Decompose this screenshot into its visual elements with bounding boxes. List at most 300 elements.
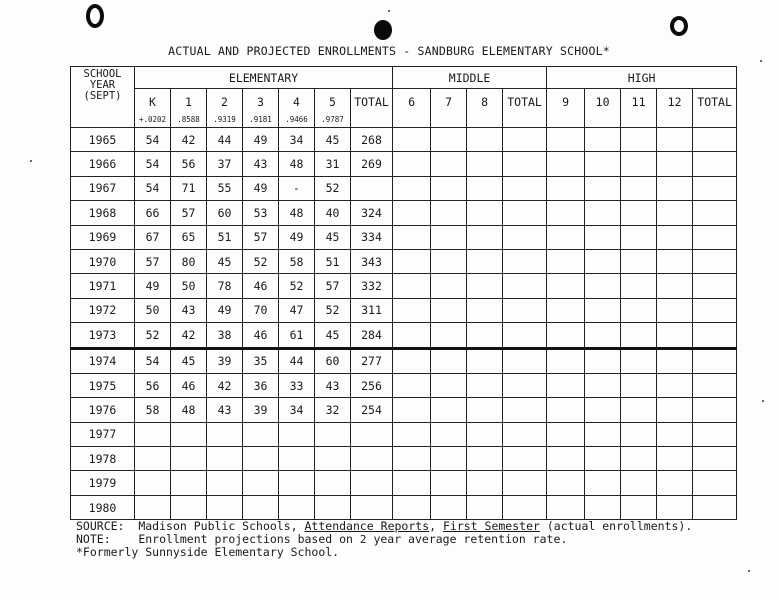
empty-cell (547, 201, 585, 225)
grade-label: 6 (408, 95, 415, 109)
empty-cell (467, 447, 503, 471)
empty-cell (585, 348, 621, 373)
empty-cell (393, 495, 431, 519)
school-year-header (71, 67, 135, 128)
empty-cell (621, 225, 657, 249)
enrollment-cell: 70 (243, 298, 279, 322)
enrollment-cell: - (279, 176, 315, 200)
enrollment-cell: 269 (351, 152, 393, 176)
year-cell: 1975 (71, 373, 135, 397)
empty-cell (585, 201, 621, 225)
empty-cell (693, 176, 737, 200)
high-grade-header (585, 89, 621, 128)
enrollment-cell: 49 (135, 274, 171, 298)
empty-cell (657, 274, 693, 298)
empty-cell (393, 298, 431, 322)
grade-label: 3 (257, 95, 264, 109)
empty-cell (431, 373, 467, 397)
empty-cell (693, 298, 737, 322)
empty-cell (657, 323, 693, 348)
elementary-grade-header (207, 89, 243, 128)
empty-cell (431, 447, 467, 471)
notes-block (76, 520, 692, 559)
enrollment-cell (279, 495, 315, 519)
empty-cell (431, 225, 467, 249)
speck (30, 160, 32, 162)
year-cell: 1974 (71, 348, 135, 373)
enrollment-cell: 66 (135, 201, 171, 225)
elementary-group-header: ELEMENTARY (135, 67, 393, 89)
empty-cell (431, 495, 467, 519)
grade-label: TOTAL (697, 95, 732, 109)
empty-cell (467, 348, 503, 373)
enrollment-cell: 54 (135, 176, 171, 200)
enrollment-cell: 332 (351, 274, 393, 298)
enrollment-cell: 56 (135, 373, 171, 397)
year-cell: 1976 (71, 398, 135, 422)
empty-cell (621, 471, 657, 495)
retention-rate: .8588 (177, 115, 200, 124)
empty-cell (503, 249, 547, 273)
enrollment-cell (315, 447, 351, 471)
enrollment-cell: 58 (279, 249, 315, 273)
table-row (71, 176, 737, 200)
speck (748, 570, 750, 572)
empty-cell (393, 348, 431, 373)
enrollment-cell: 35 (243, 348, 279, 373)
enrollment-table (70, 66, 737, 520)
enrollment-cell (207, 422, 243, 446)
enrollment-cell: 45 (207, 249, 243, 273)
enrollment-cell (351, 471, 393, 495)
empty-cell (621, 274, 657, 298)
empty-cell (693, 274, 737, 298)
elementary-grade-header (135, 89, 171, 128)
enrollment-cell: 51 (315, 249, 351, 273)
elementary-grade-header (315, 89, 351, 128)
enrollment-cell (135, 447, 171, 471)
empty-cell (503, 152, 547, 176)
enrollment-cell: 44 (207, 128, 243, 152)
header-row-groups (71, 67, 737, 89)
enrollment-cell: 55 (207, 176, 243, 200)
empty-cell (393, 373, 431, 397)
empty-cell (621, 176, 657, 200)
table-row (71, 495, 737, 519)
empty-cell (467, 274, 503, 298)
grade-label: TOTAL (507, 95, 542, 109)
source-first-semester: First Semester (442, 519, 540, 533)
high-grade-header (657, 89, 693, 128)
enrollment-cell (279, 471, 315, 495)
empty-cell (503, 225, 547, 249)
empty-cell (431, 201, 467, 225)
table-row (71, 398, 737, 422)
empty-cell (547, 298, 585, 322)
empty-cell (621, 422, 657, 446)
middle-grade-header (467, 89, 503, 128)
empty-cell (693, 447, 737, 471)
year-label-line-3: (SEPT) (83, 90, 122, 102)
empty-cell (393, 225, 431, 249)
enrollment-cell (279, 422, 315, 446)
empty-cell (393, 323, 431, 348)
empty-cell (467, 152, 503, 176)
enrollment-cell: 36 (243, 373, 279, 397)
empty-cell (621, 495, 657, 519)
empty-cell (621, 348, 657, 373)
enrollment-cell: 58 (135, 398, 171, 422)
empty-cell (393, 471, 431, 495)
enrollment-cell: 67 (135, 225, 171, 249)
empty-cell (467, 398, 503, 422)
enrollment-cell: 46 (243, 274, 279, 298)
empty-cell (467, 471, 503, 495)
empty-cell (431, 471, 467, 495)
enrollment-cell: 60 (207, 201, 243, 225)
enrollment-cell: 56 (171, 152, 207, 176)
empty-cell (467, 373, 503, 397)
enrollment-cell (315, 422, 351, 446)
empty-cell (547, 447, 585, 471)
enrollment-cell: 80 (171, 249, 207, 273)
empty-cell (693, 249, 737, 273)
empty-cell (547, 274, 585, 298)
enrollment-cell: 38 (207, 323, 243, 348)
empty-cell (585, 471, 621, 495)
empty-cell (657, 348, 693, 373)
empty-cell (585, 323, 621, 348)
empty-cell (547, 471, 585, 495)
enrollment-cell: 254 (351, 398, 393, 422)
enrollment-cell (243, 471, 279, 495)
enrollment-cell: 42 (171, 128, 207, 152)
enrollment-cell (279, 447, 315, 471)
empty-cell (393, 249, 431, 273)
enrollment-cell: 48 (171, 398, 207, 422)
table-row (71, 201, 737, 225)
table-row (71, 249, 737, 273)
empty-cell (547, 176, 585, 200)
empty-cell (657, 298, 693, 322)
retention-rate: +.0202 (138, 115, 167, 124)
enrollment-cell: 52 (279, 274, 315, 298)
enrollment-cell: 49 (279, 225, 315, 249)
table-row (71, 225, 737, 249)
middle-grade-header (393, 89, 431, 128)
empty-cell (393, 176, 431, 200)
year-label-line-1: SCHOOL (83, 68, 122, 80)
enrollment-cell: 57 (135, 249, 171, 273)
empty-cell (503, 373, 547, 397)
empty-cell (431, 422, 467, 446)
source-text-2: , (429, 519, 443, 533)
empty-cell (547, 422, 585, 446)
empty-cell (503, 274, 547, 298)
enrollment-table-wrapper (70, 66, 737, 520)
note-text-2: year average retention rate. (366, 532, 568, 546)
enrollment-cell: 78 (207, 274, 243, 298)
enrollment-cell (207, 495, 243, 519)
middle-group-header: MIDDLE (393, 67, 547, 89)
empty-cell (585, 422, 621, 446)
enrollment-cell: 57 (243, 225, 279, 249)
grade-label: 1 (185, 95, 192, 109)
year-cell: 1965 (71, 128, 135, 152)
empty-cell (431, 128, 467, 152)
enrollment-cell: 71 (171, 176, 207, 200)
year-cell: 1973 (71, 323, 135, 348)
enrollment-cell: 49 (207, 298, 243, 322)
high-grade-header (693, 89, 737, 128)
enrollment-cell: 45 (315, 225, 351, 249)
note-years: 2 (359, 533, 367, 546)
enrollment-cell: 52 (315, 298, 351, 322)
enrollment-cell: 52 (135, 323, 171, 348)
empty-cell (693, 348, 737, 373)
retention-rate: .9466 (285, 115, 308, 124)
enrollment-cell (171, 495, 207, 519)
empty-cell (467, 298, 503, 322)
enrollment-cell: 324 (351, 201, 393, 225)
enrollment-cell: 57 (315, 274, 351, 298)
grade-label: 2 (221, 95, 228, 109)
enrollment-cell: 39 (243, 398, 279, 422)
empty-cell (467, 225, 503, 249)
punch-hole-left (86, 4, 104, 28)
grade-label: 8 (481, 95, 488, 109)
enrollment-cell: 37 (207, 152, 243, 176)
grade-label: 5 (329, 95, 336, 109)
empty-cell (657, 152, 693, 176)
empty-cell (657, 128, 693, 152)
empty-cell (393, 447, 431, 471)
empty-cell (431, 152, 467, 176)
empty-cell (547, 398, 585, 422)
empty-cell (621, 128, 657, 152)
table-row (71, 274, 737, 298)
middle-grade-header (431, 89, 467, 128)
empty-cell (693, 373, 737, 397)
empty-cell (393, 128, 431, 152)
enrollment-cell (315, 471, 351, 495)
empty-cell (621, 152, 657, 176)
table-row (71, 152, 737, 176)
empty-cell (503, 495, 547, 519)
empty-cell (503, 176, 547, 200)
speck (388, 10, 390, 12)
enrollment-cell (135, 422, 171, 446)
empty-cell (431, 348, 467, 373)
punch-hole-center (374, 20, 392, 40)
source-attendance-reports: Attendance Reports (304, 519, 430, 533)
empty-cell (621, 298, 657, 322)
empty-cell (693, 225, 737, 249)
enrollment-cell: 43 (171, 298, 207, 322)
enrollment-cell (171, 471, 207, 495)
empty-cell (467, 249, 503, 273)
empty-cell (503, 471, 547, 495)
empty-cell (547, 348, 585, 373)
empty-cell (693, 398, 737, 422)
empty-cell (585, 495, 621, 519)
enrollment-cell: 33 (279, 373, 315, 397)
enrollment-cell: 46 (243, 323, 279, 348)
grade-label: 9 (562, 95, 570, 109)
empty-cell (585, 274, 621, 298)
enrollment-cell: 57 (171, 201, 207, 225)
empty-cell (393, 201, 431, 225)
empty-cell (657, 201, 693, 225)
empty-cell (585, 225, 621, 249)
empty-cell (657, 422, 693, 446)
year-label-line-2: YEAR (89, 79, 116, 91)
empty-cell (547, 128, 585, 152)
empty-cell (693, 495, 737, 519)
enrollment-cell: 50 (171, 274, 207, 298)
enrollment-cell (351, 447, 393, 471)
enrollment-cell: 256 (351, 373, 393, 397)
speck (760, 60, 762, 62)
high-group-header: HIGH (547, 67, 737, 89)
note-label: NOTE: (76, 532, 111, 546)
empty-cell (547, 323, 585, 348)
empty-cell (693, 323, 737, 348)
enrollment-cell: 52 (315, 176, 351, 200)
empty-cell (503, 447, 547, 471)
enrollment-cell: 48 (279, 152, 315, 176)
enrollment-cell (351, 495, 393, 519)
enrollment-cell (207, 471, 243, 495)
grade-label: 10 (595, 95, 610, 109)
enrollment-cell (243, 495, 279, 519)
empty-cell (693, 152, 737, 176)
high-grade-header (621, 89, 657, 128)
retention-rate: .9319 (213, 115, 236, 124)
year-cell: 1979 (71, 471, 135, 495)
enrollment-cell: 45 (315, 323, 351, 348)
enrollment-cell (171, 447, 207, 471)
enrollment-cell (351, 176, 393, 200)
empty-cell (467, 128, 503, 152)
empty-cell (467, 422, 503, 446)
empty-cell (621, 447, 657, 471)
table-row (71, 128, 737, 152)
punch-hole-right (670, 16, 688, 36)
enrollment-cell: 34 (279, 128, 315, 152)
empty-cell (467, 495, 503, 519)
enrollment-cell: 277 (351, 348, 393, 373)
speck (762, 400, 764, 402)
enrollment-cell: 43 (315, 373, 351, 397)
source-label: SOURCE: (76, 519, 125, 533)
enrollment-cell: 45 (171, 348, 207, 373)
enrollment-cell: 32 (315, 398, 351, 422)
enrollment-cell: 65 (171, 225, 207, 249)
empty-cell (431, 398, 467, 422)
empty-cell (431, 176, 467, 200)
grade-label: 4 (293, 95, 300, 109)
enrollment-cell: 42 (207, 373, 243, 397)
enrollment-cell: 43 (207, 398, 243, 422)
empty-cell (693, 471, 737, 495)
empty-cell (693, 201, 737, 225)
enrollment-cell: 60 (315, 348, 351, 373)
empty-cell (585, 373, 621, 397)
grade-label: 7 (445, 95, 452, 109)
empty-cell (503, 398, 547, 422)
empty-cell (657, 495, 693, 519)
table-row (71, 373, 737, 397)
empty-cell (585, 176, 621, 200)
enrollment-cell: 49 (243, 176, 279, 200)
enrollment-cell: 34 (279, 398, 315, 422)
empty-cell (585, 298, 621, 322)
empty-cell (657, 471, 693, 495)
elementary-grade-header (351, 89, 393, 128)
enrollment-cell: 54 (135, 348, 171, 373)
empty-cell (393, 422, 431, 446)
note-text-1: Enrollment projections based on (138, 532, 360, 546)
grade-label: TOTAL (354, 95, 389, 109)
empty-cell (547, 249, 585, 273)
enrollment-cell (171, 422, 207, 446)
table-row (71, 298, 737, 322)
empty-cell (467, 323, 503, 348)
empty-cell (393, 274, 431, 298)
enrollment-cell: 49 (243, 128, 279, 152)
year-cell: 1969 (71, 225, 135, 249)
empty-cell (503, 128, 547, 152)
empty-cell (547, 373, 585, 397)
source-text-1: Madison Public Schools, (138, 519, 305, 533)
empty-cell (431, 274, 467, 298)
enrollment-cell: 46 (171, 373, 207, 397)
enrollment-cell: 31 (315, 152, 351, 176)
enrollment-cell: 39 (207, 348, 243, 373)
grade-label: K (149, 95, 156, 109)
header-row-grades (71, 89, 737, 128)
source-text-3: (actual enrollments). (539, 519, 693, 533)
year-cell: 1971 (71, 274, 135, 298)
enrollment-cell (351, 422, 393, 446)
year-cell: 1978 (71, 447, 135, 471)
enrollment-cell (315, 495, 351, 519)
empty-cell (657, 249, 693, 273)
year-cell: 1972 (71, 298, 135, 322)
year-cell: 1980 (71, 495, 135, 519)
elementary-grade-header (279, 89, 315, 128)
table-row (71, 471, 737, 495)
empty-cell (503, 298, 547, 322)
empty-cell (657, 373, 693, 397)
empty-cell (621, 249, 657, 273)
table-row (71, 323, 737, 348)
year-cell: 1977 (71, 422, 135, 446)
empty-cell (657, 447, 693, 471)
enrollment-cell: 51 (207, 225, 243, 249)
empty-cell (585, 128, 621, 152)
empty-cell (431, 323, 467, 348)
empty-cell (657, 398, 693, 422)
table-row (71, 348, 737, 373)
enrollment-cell: 50 (135, 298, 171, 322)
table-row (71, 422, 737, 446)
enrollment-cell: 42 (171, 323, 207, 348)
enrollment-cell: 40 (315, 201, 351, 225)
enrollment-cell (243, 422, 279, 446)
enrollment-cell (135, 471, 171, 495)
